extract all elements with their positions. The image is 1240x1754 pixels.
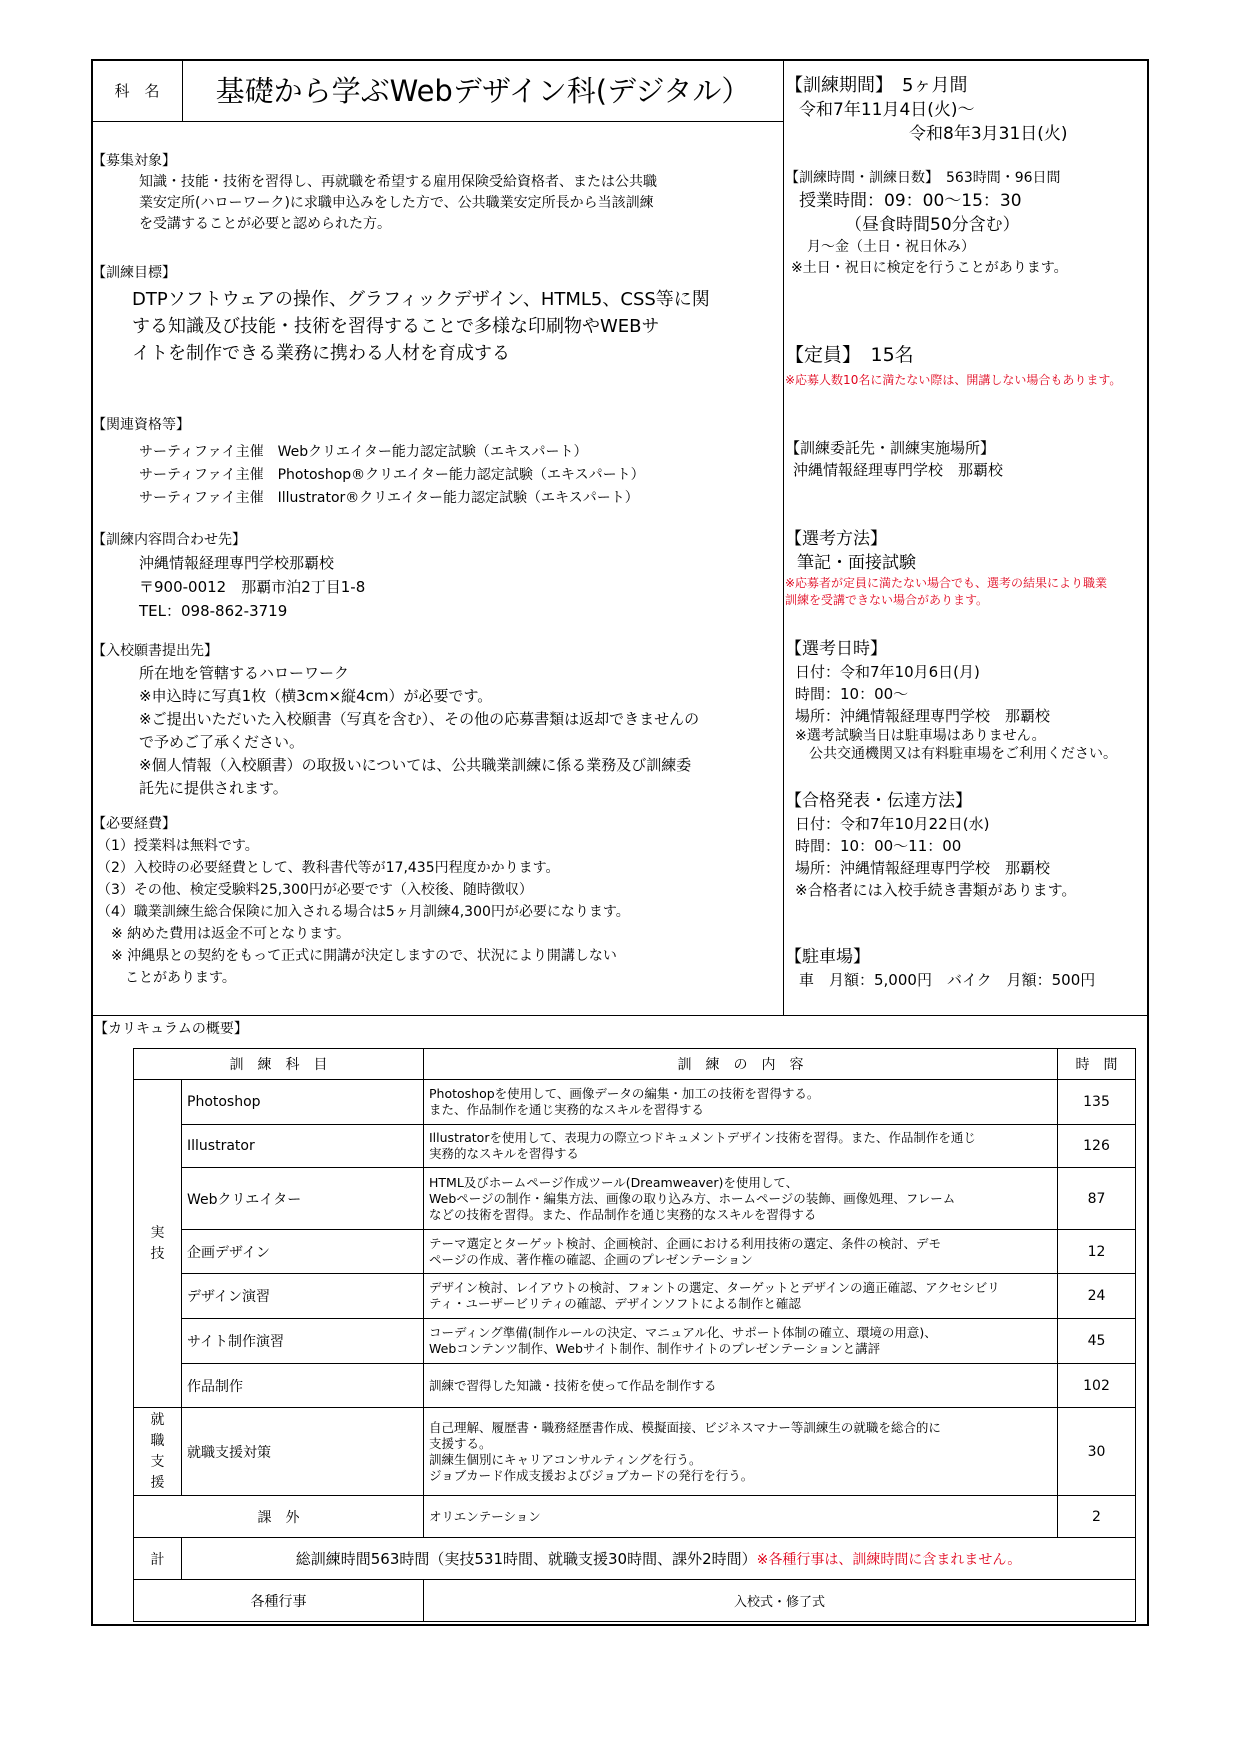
parking-fees: 車 月額：5,000円 バイク 月額：500円 — [799, 971, 1096, 989]
curriculum-heading: 【カリキュラムの概要】 — [94, 1021, 248, 1037]
cost-line: ※ 沖縄県との契約をもって正式に開講が決定しますので、状況により開講しない — [97, 948, 617, 964]
subject-cell: デザイン演習 — [182, 1274, 424, 1319]
exam-note: ※土日・祝日に検定を行うことがあります。 — [791, 260, 1068, 276]
selection-date-heading: 【選考日時】 — [785, 639, 887, 659]
parking-heading: 【駐車場】 — [785, 947, 870, 967]
result-section — [785, 789, 1145, 901]
qualifications-heading: 【関連資格等】 — [92, 417, 190, 433]
qualification-item: サーティファイ主催 Photoshop®クリエイター能力認定試験（エキスパート） — [139, 467, 645, 483]
total-note: ※各種行事は、訓練時間に含まれません。 — [756, 1552, 1022, 1568]
hours-cell: 12 — [1058, 1230, 1136, 1274]
course-title: 基礎から学ぶWebデザイン科(デジタル） — [215, 74, 751, 108]
capacity-heading: 【定員】 15名 — [785, 344, 914, 366]
subject-cell: 就職支援対策 — [182, 1408, 424, 1496]
content-cell: HTML及びホームページ作成ツール(Dreamweaver)を使用して、 Webページの制作・編集方法、画像の取り込み方、ホームページの装飾、画像処理、フレーム などの技術を習得。また、作品制作を通じ実務的なスキルを習得する — [424, 1168, 1058, 1230]
recruit-line: を受講することが必要と認められた方。 — [139, 216, 391, 232]
goal-line: DTPソフトウェアの操作、グラフィックデザイン、HTML5、CSS等に関 — [132, 289, 710, 310]
events-value: 入校式・修了式 — [424, 1580, 1136, 1622]
application-heading: 【入校願書提出先】 — [92, 643, 218, 659]
group-support: 就職支援 — [134, 1408, 182, 1496]
table-row — [134, 1364, 1136, 1408]
qualification-item: サーティファイ主催 Illustrator®クリエイター能力認定試験（エキスパート） — [139, 490, 639, 506]
period-section — [785, 74, 1145, 146]
goal-line: イトを制作できる業務に携わる人材を育成する — [132, 343, 510, 364]
selection-method: 筆記・面接試験 — [797, 553, 916, 573]
venue-heading: 【訓練委託先・訓練実施場所】 — [785, 439, 996, 457]
divider — [182, 59, 183, 121]
result-heading: 【合格発表・伝達方法】 — [785, 791, 972, 811]
content-cell: Photoshopを使用して、画像データの編集・加工の技術を習得する。 また、作品制作を通じ実務的なスキルを習得する — [424, 1080, 1058, 1125]
hours-cell: 45 — [1058, 1319, 1136, 1364]
total-label: 計 — [134, 1538, 182, 1580]
divider — [91, 1015, 1149, 1016]
application-line: で予めご了承ください。 — [139, 733, 305, 751]
subject-cell: 企画デザイン — [182, 1230, 424, 1274]
subject-header: 訓 練 科 目 — [134, 1049, 424, 1080]
table-row — [134, 1168, 1136, 1230]
table-row — [134, 1496, 1136, 1538]
hours-section — [785, 168, 1145, 279]
application-section — [92, 641, 782, 800]
table-row — [134, 1408, 1136, 1496]
table-header-row — [134, 1049, 1136, 1080]
recruit-heading: 【募集対象】 — [92, 153, 176, 169]
table-row — [134, 1125, 1136, 1168]
hours-header: 時 間 — [1058, 1049, 1136, 1080]
selection-time: 時間：10：00～ — [795, 685, 909, 703]
capacity-note: ※応募人数10名に満たない際は、開講しない場合もあります。 — [785, 373, 1122, 387]
content-cell: オリエンテーション — [424, 1496, 1058, 1538]
content-cell: Illustratorを使用して、表現力の際立つドキュメントデザイン技術を習得。また、作品制作を通じ 実務的なスキルを習得する — [424, 1125, 1058, 1168]
cost-line: （3）その他、検定受験料25,300円が必要です（入校後、随時徴収） — [97, 882, 533, 898]
group-practical: 実技 — [134, 1080, 182, 1408]
subject-cell: Illustrator — [182, 1125, 424, 1168]
application-line: ※ご提出いただいた入校願書（写真を含む）、その他の応募書類は返却できませんの — [139, 710, 700, 728]
venue-name: 沖縄情報経理専門学校 那覇校 — [793, 461, 1004, 479]
period-heading: 【訓練期間】 5ヶ月間 — [785, 75, 968, 96]
contact-school: 沖縄情報経理専門学校那覇校 — [139, 554, 335, 572]
content-cell: 訓練で習得した知識・技術を使って作品を制作する — [424, 1364, 1058, 1408]
column-divider — [783, 59, 784, 1015]
content-cell: デザイン検討、レイアウトの検討、フォントの選定、ターゲットとデザインの適正確認、アクセシビリ ティ・ユーザービリティの確認、デザインソフトによる制作と確認 — [424, 1274, 1058, 1319]
subject-cell: Webクリエイター — [182, 1168, 424, 1230]
total-row — [134, 1538, 1136, 1580]
divider — [91, 121, 783, 122]
capacity-section — [785, 342, 1145, 389]
hours-cell: 135 — [1058, 1080, 1136, 1125]
goal-line: する知識及び技能・技術を習得することで多様な印刷物やWEBサ — [132, 316, 660, 337]
application-line: ※個人情報（入校願書）の取扱いについては、公共職業訓練に係る業務及び訓練委 — [139, 756, 692, 774]
parking-section — [785, 945, 1145, 991]
selection-place: 場所：沖縄情報経理専門学校 那覇校 — [795, 707, 1051, 725]
content-cell: コーディング準備(制作ルールの決定、マニュアル化、サポート体制の確立、環境の用意)、 Webコンテンツ制作、Webサイト制作、制作サイトのプレゼンテーションと講評 — [424, 1319, 1058, 1364]
weekdays: 月～金（土日・祝日休み） — [807, 239, 975, 255]
lunch-note: （昼食時間50分含む） — [845, 215, 1020, 235]
recruit-section — [92, 151, 782, 235]
hours-heading: 【訓練時間・訓練日数】 563時間・96日間 — [785, 170, 1061, 186]
class-hours: 授業時間：09：00～15：30 — [799, 191, 1022, 211]
selection-date-section — [785, 637, 1145, 763]
hours-cell: 102 — [1058, 1364, 1136, 1408]
result-time: 時間：10：00～11：00 — [795, 837, 962, 855]
hours-cell: 2 — [1058, 1496, 1136, 1538]
period-end: 令和8年3月31日(火) — [909, 124, 1068, 144]
table-row — [134, 1080, 1136, 1125]
total-text: 総訓練時間563時間（実技531時間、就職支援30時間、課外2時間） — [295, 1550, 757, 1568]
contact-address: 〒900-0012 那覇市泊2丁目1-8 — [139, 578, 366, 596]
goal-heading: 【訓練目標】 — [92, 265, 176, 281]
cost-line: ことがあります。 — [97, 970, 236, 986]
subject-cell: サイト制作演習 — [182, 1319, 424, 1364]
costs-section — [92, 814, 782, 989]
recruit-line: 業安定所(ハローワーク)に求職申込みをした方で、公共職業安定所長から当該訓練 — [139, 195, 654, 211]
subject-cell: Photoshop — [182, 1080, 424, 1125]
cost-line: （1）授業料は無料です。 — [97, 838, 259, 854]
result-date: 日付：令和7年10月22日(水) — [795, 815, 990, 833]
events-row — [134, 1580, 1136, 1622]
result-note: ※合格者には入校手続き書類があります。 — [795, 881, 1077, 899]
hours-cell: 126 — [1058, 1125, 1136, 1168]
extra-subject: 課 外 — [134, 1496, 424, 1538]
application-line: ※申込時に写真1枚（横3cm×縦4cm）が必要です。 — [139, 687, 493, 705]
contact-heading: 【訓練内容問合わせ先】 — [92, 532, 246, 548]
transport-note: 公共交通機関又は有料駐車場をご利用ください。 — [809, 746, 1117, 762]
total-cell — [182, 1538, 1136, 1580]
qualifications-section — [92, 415, 782, 510]
cost-line: （2）入校時の必要経費として、教科書代等が17,435円程度かかります。 — [97, 860, 560, 876]
content-cell: テーマ選定とターゲット検討、企画検討、企画における利用技術の選定、条件の検討、デモ ページの作成、著作権の確認、企画のプレゼンテーション — [424, 1230, 1058, 1274]
qualification-item: サーティファイ主催 Webクリエイター能力認定試験（エキスパート） — [139, 444, 588, 460]
cost-line: （4）職業訓練生総合保険に加入される場合は5ヶ月訓練4,300円が必要になります。 — [97, 904, 630, 920]
content-cell: 自己理解、履歴書・職務経歴書作成、模擬面接、ビジネスマナー等訓練生の就職を総合的に 支援する。 訓練生個別にキャリアコンサルティングを行う。 ジョブカード作成支援およびジョブカードの発行を行う。 — [424, 1408, 1058, 1496]
costs-heading: 【必要経費】 — [92, 816, 176, 832]
goal-section — [92, 263, 782, 367]
hours-cell: 24 — [1058, 1274, 1136, 1319]
contact-section — [92, 530, 782, 623]
curriculum-table — [133, 1048, 1136, 1622]
application-line: 託先に提供されます。 — [139, 779, 288, 797]
selection-section — [785, 527, 1145, 609]
application-line: 所在地を管轄するハローワーク — [139, 664, 350, 682]
result-place: 場所：沖縄情報経理専門学校 那覇校 — [795, 859, 1051, 877]
table-row — [134, 1274, 1136, 1319]
hours-cell: 30 — [1058, 1408, 1136, 1496]
selection-heading: 【選考方法】 — [785, 529, 887, 549]
selection-date: 日付：令和7年10月6日(月) — [795, 663, 980, 681]
cost-line: ※ 納めた費用は返金不可となります。 — [97, 926, 351, 942]
recruit-line: 知識・技能・技術を習得し、再就職を希望する雇用保険受給資格者、または公共職 — [139, 174, 657, 190]
selection-note: 訓練を受講できない場合があります。 — [785, 593, 989, 607]
content-header: 訓 練 の 内 容 — [424, 1049, 1058, 1080]
selection-note: ※応募者が定員に満たない場合でも、選考の結果により職業 — [785, 576, 1108, 590]
subject-cell: 作品制作 — [182, 1364, 424, 1408]
table-row — [134, 1230, 1136, 1274]
course-label: 科 名 — [114, 82, 160, 100]
hours-cell: 87 — [1058, 1168, 1136, 1230]
parking-note: ※選考試験当日は駐車場はありません。 — [795, 728, 1046, 744]
venue-section — [785, 437, 1145, 481]
period-start: 令和7年11月4日(火)～ — [799, 100, 975, 120]
table-row — [134, 1319, 1136, 1364]
contact-tel: TEL：098-862-3719 — [139, 602, 288, 620]
events-label: 各種行事 — [134, 1580, 424, 1622]
